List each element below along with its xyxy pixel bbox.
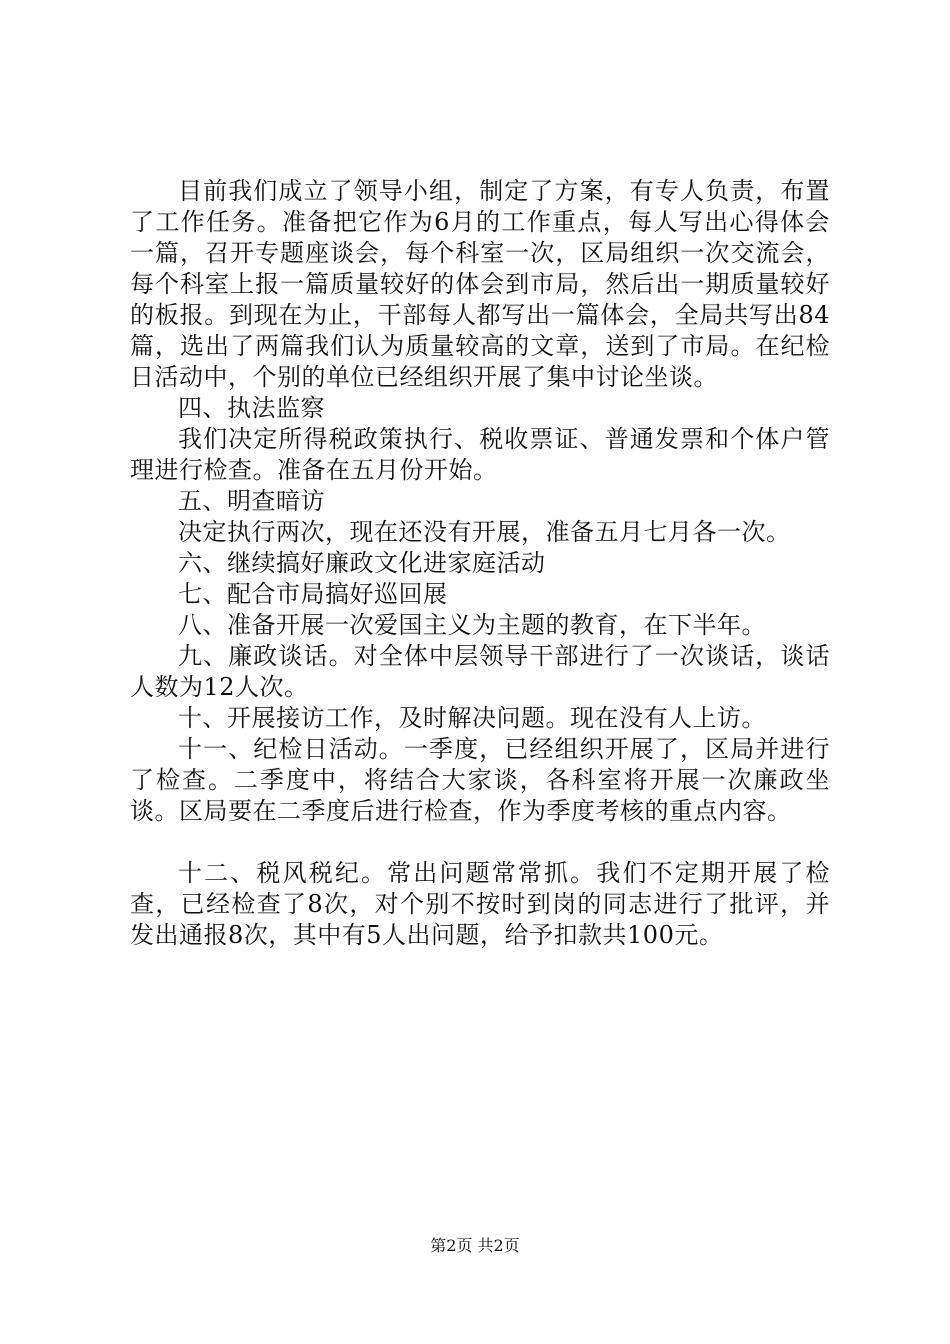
heading-integrity-culture-family: 六、继续搞好廉政文化进家庭活动 — [178, 549, 546, 577]
paragraph-open-and-secret-inspection: 决定执行两次，现在还没有开展，准备五月七月各一次。 — [178, 518, 791, 546]
heading-law-enforcement-supervision: 四、执法监察 — [178, 394, 325, 422]
paragraph-spacer — [130, 827, 830, 858]
paragraph-law-enforcement-supervision: 我们决定所得税政策执行、税收票证、普通发票和个体户管理进行检查。准备在五月份开始。 — [130, 425, 830, 484]
paragraph-intro: 目前我们成立了领导小组，制定了方案，有专人负责，布置了工作任务。准备把它作为6月的工作重点，每人写出心得体会一篇，召开专题座谈会，每个科室一次，区局组织一次交流会，每个科室上报一篇质量较好的体会到市局，然后出一期质量较好的板报。到现在为止，干部每人都写出一篇体会，全局共写出84篇，选出了两篇我们认为质量较高的文章，送到了市局。在纪检日活动中，个别的单位已经组织开展了集中讨论坐谈。 — [130, 177, 830, 391]
paragraph-integrity-talks: 九、廉政谈话。对全体中层领导干部进行了一次谈话，谈话人数为12人次。 — [130, 642, 830, 701]
heading-patriotic-education: 八、准备开展一次爱国主义为主题的教育，在下半年。 — [178, 611, 766, 639]
page-footer: 第2页 共2页 — [430, 1236, 520, 1255]
document-body — [130, 176, 830, 951]
paragraph-discipline-day: 十一、纪检日活动。一季度，已经组织开展了，区局并进行了检查。二季度中，将结合大家谈，各科室将开展一次廉政坐谈。区局要在二季度后进行检查，作为季度考核的重点内容。 — [130, 735, 830, 825]
heading-open-and-secret-inspection: 五、明查暗访 — [178, 487, 325, 515]
paragraph-tax-discipline: 十二、税风税纪。常出问题常常抓。我们不定期开展了检查，已经检查了8次，对个别不按时到岗的同志进行了批评，并发出通报8次，其中有5人出问题，给予扣款共100元。 — [130, 859, 830, 949]
heading-touring-exhibition: 七、配合市局搞好巡回展 — [178, 580, 448, 608]
paragraph-petition-reception: 十、开展接访工作，及时解决问题。现在没有人上访。 — [178, 704, 766, 732]
